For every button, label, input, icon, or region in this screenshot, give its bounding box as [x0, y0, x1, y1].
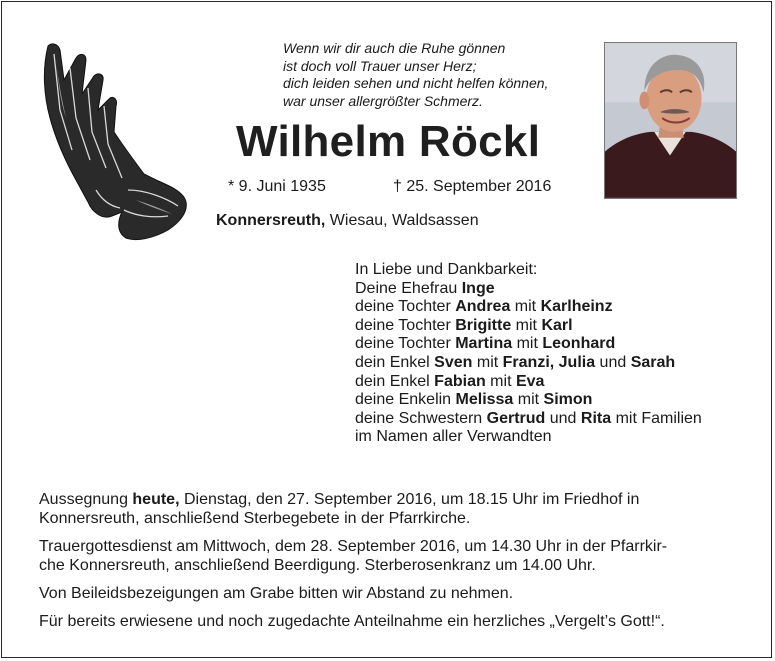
family-line [355, 354, 702, 373]
family-member-name: Inge [461, 279, 495, 297]
poem-line: Wenn wir dir auch die Ruhe gönnen [283, 40, 506, 56]
family-member-name: Brigitte [455, 316, 512, 334]
family-relation-text: und [595, 353, 631, 371]
family-relation-text: deine Tochter [355, 298, 456, 316]
aussegnung-line-2: Konnersreuth, anschließend Sterbegebete in der Pfarrkirche. [39, 510, 471, 527]
family-line [355, 428, 702, 447]
poem-line: dich leiden sehen und nicht helfen können, [283, 75, 549, 91]
family-relation-text: und [545, 409, 581, 427]
family-member-name: Franzi, Julia [502, 353, 596, 371]
family-relation-text: mit [510, 298, 541, 316]
family-relation-text: deine Tochter [355, 335, 456, 353]
family-relation-text: deine Tochter [355, 316, 456, 334]
beileid-line: Von Beileidsbezeigungen am Grabe bitten wir Abstand zu nehmen. [39, 585, 514, 602]
deceased-name: Wilhelm Röckl [236, 117, 541, 166]
family-relation-text: im Namen aller Verwandten [355, 428, 552, 446]
place-others: Wiesau, Waldsassen [325, 212, 479, 229]
text-segment-bold: heute, [132, 491, 180, 508]
family-member-name: Eva [515, 372, 545, 390]
family-line [355, 280, 702, 299]
family-relation-text: mit [485, 372, 516, 390]
family-line [355, 317, 702, 336]
family-list [355, 261, 702, 447]
family-relation-text: dein Enkel [355, 353, 435, 371]
family-member-name: Simon [543, 391, 593, 409]
death-date: † 25. September 2016 [393, 178, 552, 195]
text-segment: Dienstag, den 27. September 2016, um 18.15 Uhr im Friedhof in [179, 491, 640, 508]
family-members [355, 280, 702, 447]
places-line [216, 212, 479, 230]
family-intro: In Liebe und Dankbarkeit: [355, 261, 538, 278]
family-relation-text: mit [511, 316, 542, 334]
portrait-photo [604, 42, 737, 199]
trauer-line-2: che Konnersreuth, anschließend Beerdigung. Sterberosenkranz um 14.00 Uhr. [39, 557, 596, 574]
family-member-name: Karl [541, 316, 573, 334]
family-member-name: Leonhard [542, 335, 616, 353]
family-relation-text: mit [512, 335, 543, 353]
family-member-name: Rita [580, 409, 612, 427]
family-relation-text: dein Enkel [355, 372, 435, 390]
family-line [355, 335, 702, 354]
family-member-name: Gertrud [486, 409, 546, 427]
family-relation-text: mit [472, 353, 503, 371]
family-member-name: Sven [434, 353, 473, 371]
family-member-name: Karlheinz [540, 298, 613, 316]
memorial-poem [283, 40, 593, 110]
family-line [355, 410, 702, 429]
dank-line: Für bereits erwiesene und noch zugedachte Anteilnahme ein herzliches „Vergelt’s Gott!“. [39, 613, 665, 630]
family-line [355, 373, 702, 392]
aussegnung-line-1 [39, 490, 744, 509]
family-member-name: Martina [455, 335, 513, 353]
text-segment: Aussegnung [39, 491, 133, 508]
poem-line: ist doch voll Trauer unser Herz; [283, 57, 477, 74]
family-relation-text: deine Enkelin [355, 391, 456, 409]
trauer-line-1: Trauergottesdienst am Mittwoch, dem 28. September 2016, um 14.30 Uhr in der Pfarrkir- [39, 538, 668, 555]
poem-line: war unser allergrößter Schmerz. [283, 92, 483, 109]
family-relation-text: Deine Ehefrau [355, 279, 462, 297]
family-relation-text: mit Familien [611, 409, 702, 427]
funeral-notes [39, 481, 744, 640]
family-member-name: Andrea [455, 298, 511, 316]
praying-hands-illustration [36, 40, 188, 242]
family-member-name: Melissa [455, 391, 514, 409]
place-primary: Konnersreuth, [216, 212, 326, 229]
birth-date: * 9. Juni 1935 [228, 178, 326, 195]
family-member-name: Fabian [434, 372, 486, 390]
family-line [355, 391, 702, 410]
family-relation-text: mit [513, 391, 544, 409]
family-line [355, 298, 702, 317]
family-member-name: Sarah [630, 353, 676, 371]
family-relation-text: deine Schwestern [355, 409, 487, 427]
